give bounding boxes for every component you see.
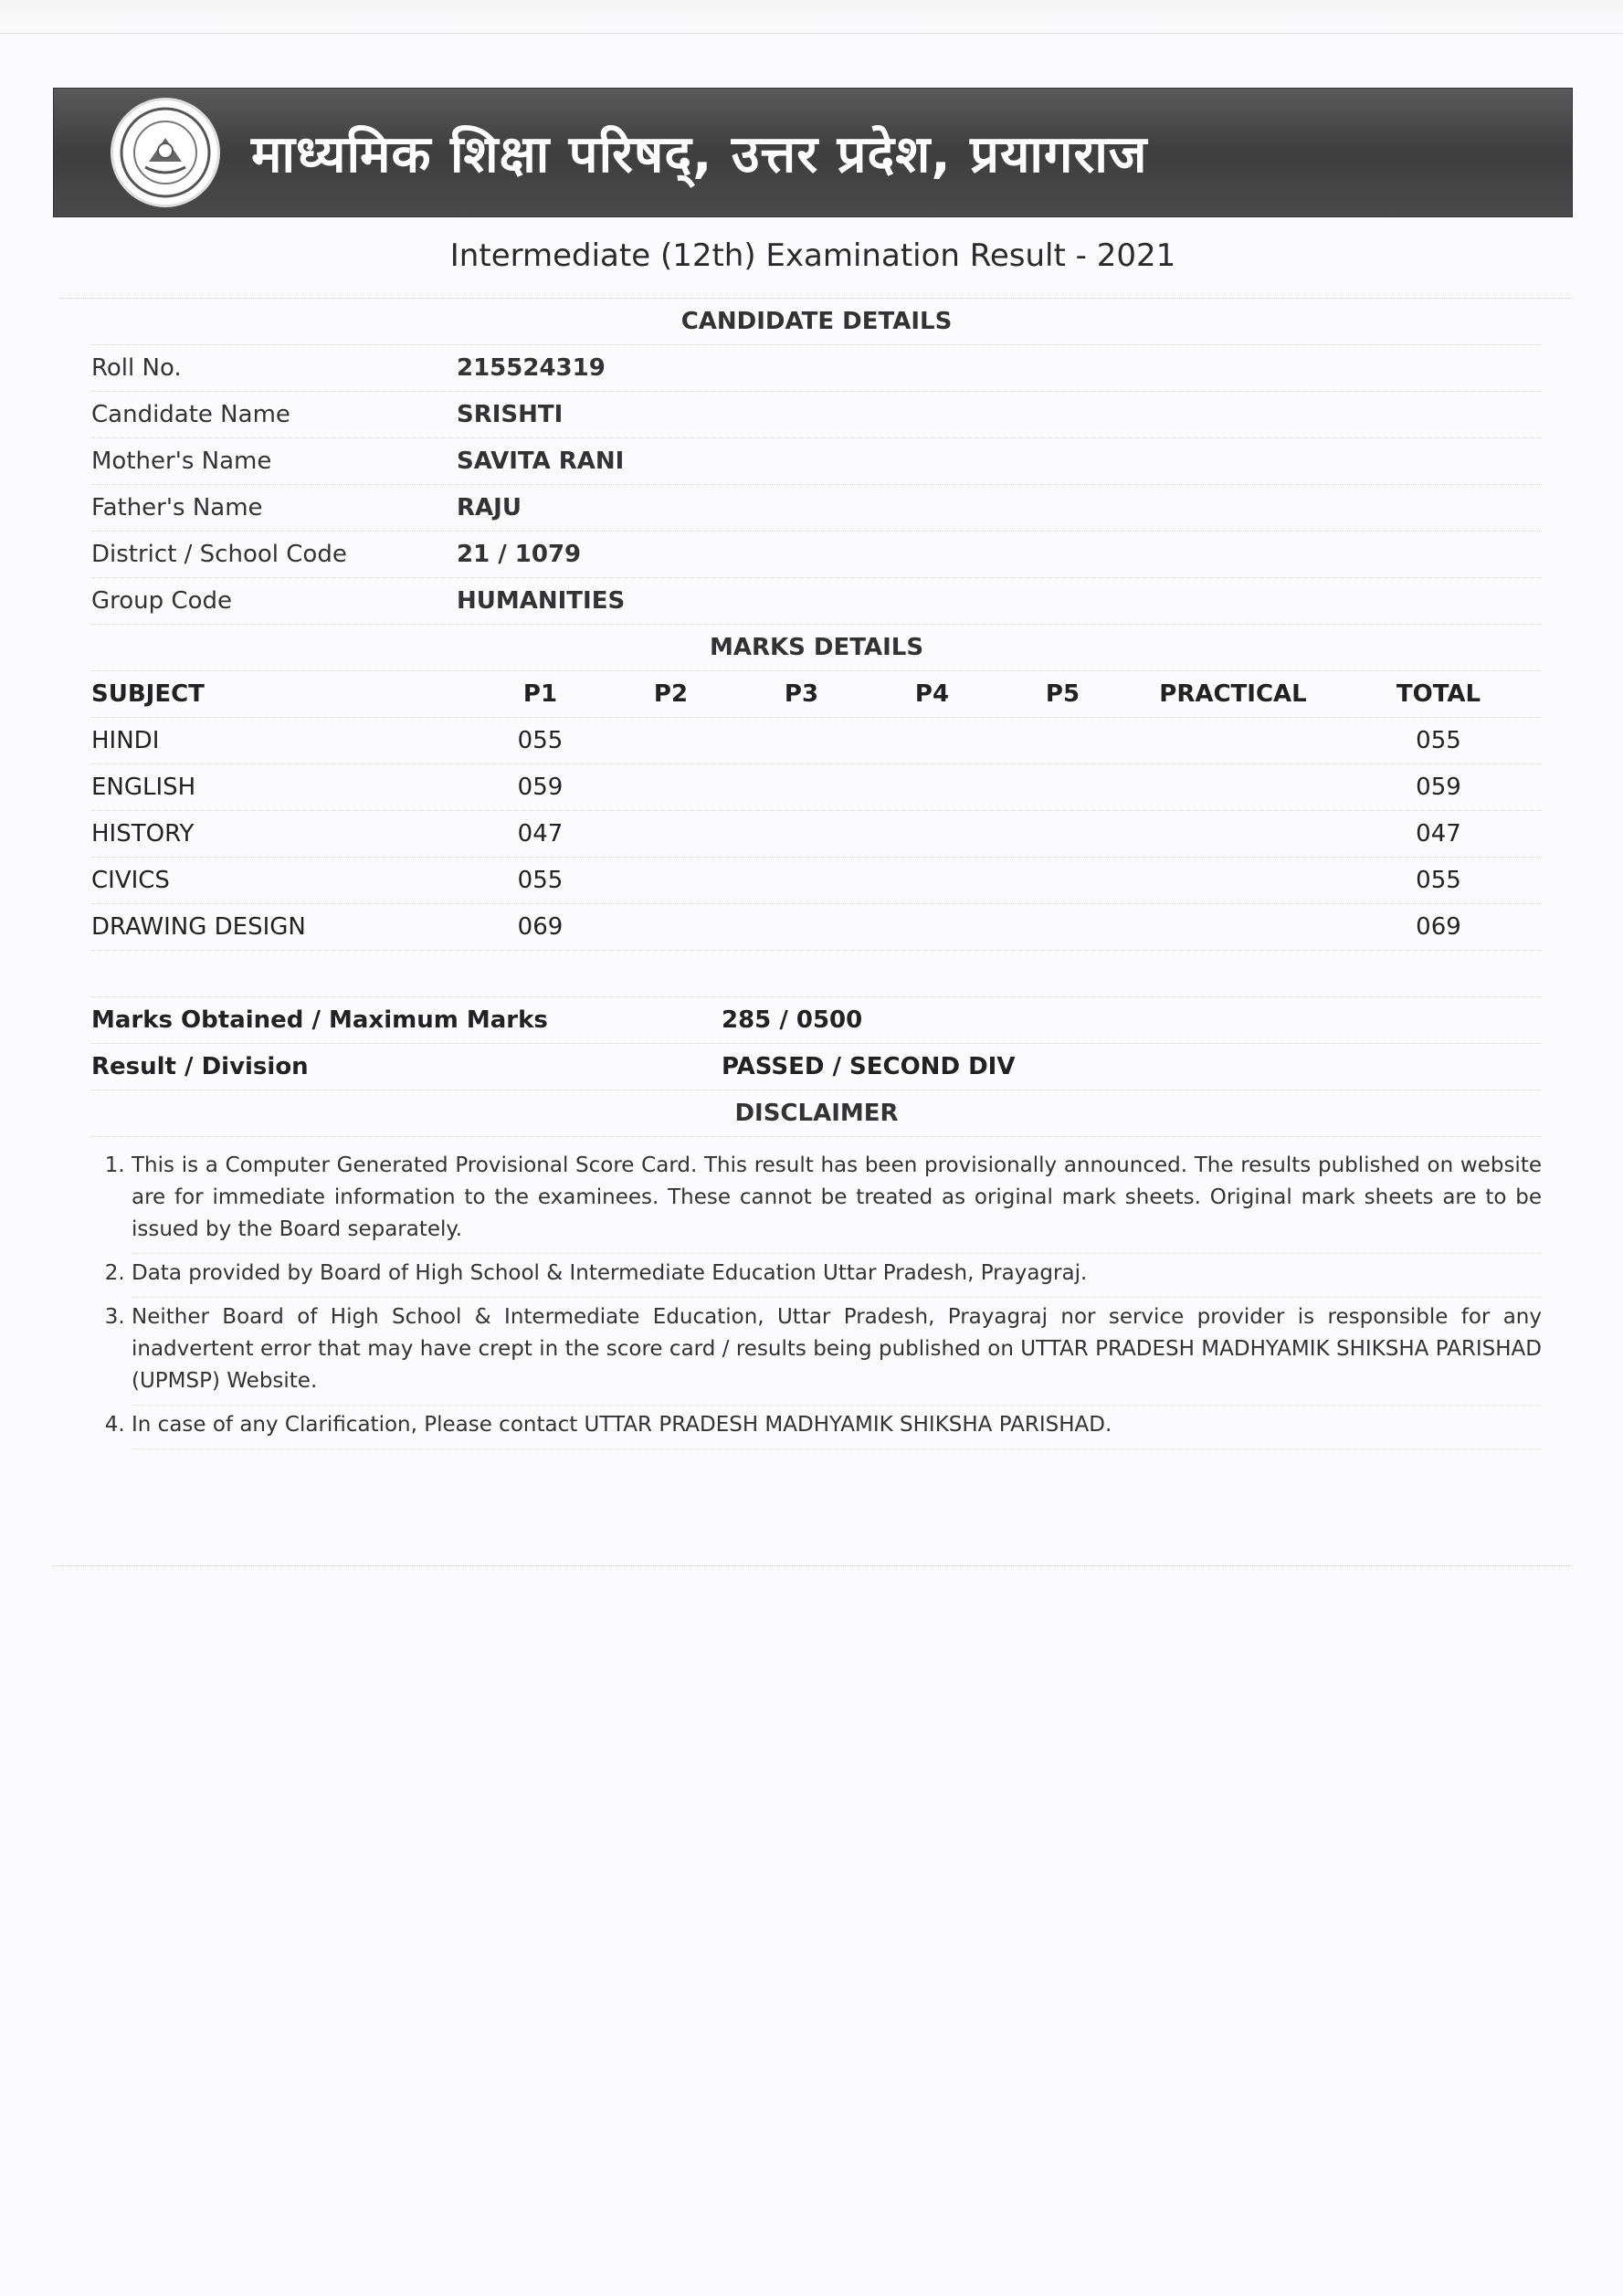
p1-cell: 055	[517, 727, 564, 754]
subject-cell: HISTORY	[91, 820, 195, 848]
total-cell: 069	[1416, 913, 1461, 941]
total-cell: 055	[1416, 727, 1461, 754]
scan-edge	[0, 0, 1623, 34]
candidate-field-row	[91, 578, 1542, 625]
table-row	[91, 904, 1542, 951]
p4-cell	[867, 718, 997, 764]
total-cell: 055	[1416, 867, 1461, 894]
field-value: 21 / 1079	[457, 541, 582, 568]
practical-cell	[1128, 904, 1338, 950]
subject-cell: ENGLISH	[91, 774, 196, 801]
list-item: 2. Data provided by Board of High School & Intermediate Education Uttar Pradesh, Prayagraj.	[132, 1254, 1542, 1298]
marks-header-row	[91, 671, 1542, 718]
p4-cell	[867, 904, 997, 950]
field-label: Father's Name	[91, 494, 263, 521]
disclaimer-list	[91, 1146, 1542, 1449]
p4-cell	[867, 858, 997, 903]
p4-cell	[867, 811, 997, 857]
candidate-field-row	[91, 532, 1542, 578]
practical-cell	[1128, 811, 1338, 857]
p5-cell	[997, 718, 1128, 764]
col-total: TOTAL	[1396, 680, 1481, 708]
table-row	[91, 718, 1542, 764]
table-row	[91, 858, 1542, 904]
practical-cell	[1128, 858, 1338, 903]
col-p5: P5	[1045, 680, 1080, 708]
p5-cell	[997, 904, 1128, 950]
field-value: 215524319	[457, 354, 606, 382]
field-value: SAVITA RANI	[457, 448, 625, 475]
p2-cell	[606, 764, 736, 810]
table-row	[91, 764, 1542, 811]
divider	[53, 1565, 1573, 1566]
total-cell: 047	[1416, 820, 1461, 848]
p5-cell	[997, 858, 1128, 903]
candidate-field-row	[91, 392, 1542, 438]
subject-cell: HINDI	[91, 727, 160, 754]
col-p1: P1	[522, 680, 558, 708]
p2-cell	[606, 904, 736, 950]
list-item: 3. Neither Board of High School & Intermediate Education, Uttar Pradesh, Prayagraj nor service provider is responsible for any inadvertent error that may have crept in the score card / results being published on UTTAR PRADESH MADHYAMIK SHIKSHA PARISHAD (UPMSP) Website.	[132, 1298, 1542, 1406]
p3-cell	[736, 764, 867, 810]
field-value: RAJU	[457, 494, 522, 521]
marks-obtained-value: 285 / 0500	[722, 1006, 863, 1034]
p2-cell	[606, 811, 736, 857]
practical-cell	[1128, 764, 1338, 810]
header-banner	[53, 88, 1573, 217]
col-p4: P4	[914, 680, 950, 708]
p2-cell	[606, 858, 736, 903]
disclaimer-heading: DISCLAIMER	[91, 1090, 1542, 1137]
p1-cell: 069	[517, 913, 564, 941]
p3-cell	[736, 718, 867, 764]
p3-cell	[736, 904, 867, 950]
candidate-field-row	[91, 345, 1542, 392]
candidate-field-row	[91, 485, 1542, 532]
table-row	[91, 811, 1542, 858]
list-item: 4. In case of any Clarification, Please contact UTTAR PRADESH MADHYAMIK SHIKSHA PARISHAD.	[132, 1406, 1542, 1449]
result-division-value: PASSED / SECOND DIV	[722, 1053, 1016, 1080]
field-label: Candidate Name	[91, 401, 290, 428]
list-item: 1. This is a Computer Generated Provisional Score Card. This result has been provisionally announced. The results published on website are for immediate information to the examinees. These cannot be treated as original mark sheets. Original mark sheets are to be issued by the Board separately.	[132, 1146, 1542, 1254]
result-content	[58, 298, 1573, 1449]
p4-cell	[867, 764, 997, 810]
total-cell: 059	[1416, 774, 1461, 801]
p3-cell	[736, 858, 867, 903]
marks-obtained-row	[91, 997, 1542, 1044]
candidate-details-heading: CANDIDATE DETAILS	[91, 299, 1542, 345]
col-p3: P3	[784, 680, 819, 708]
upmsp-seal-icon	[111, 98, 220, 207]
p1-cell: 059	[517, 774, 564, 801]
subject-cell: CIVICS	[91, 867, 170, 894]
result-division-row	[91, 1044, 1542, 1090]
p1-cell: 047	[517, 820, 564, 848]
board-title: माध्यमिक शिक्षा परिषद्, उत्तर प्रदेश, प्रयागराज	[251, 125, 1148, 184]
field-label: District / School Code	[91, 541, 347, 568]
field-label: Roll No.	[91, 354, 182, 382]
field-label: Mother's Name	[91, 448, 272, 475]
exam-title: Intermediate (12th) Examination Result - 2021	[449, 237, 1176, 274]
result-division-label: Result / Division	[91, 1053, 309, 1080]
candidate-field-row	[91, 438, 1542, 485]
marks-details-heading: MARKS DETAILS	[91, 625, 1542, 671]
result-sheet	[53, 88, 1573, 1449]
p3-cell	[736, 811, 867, 857]
field-value: SRISHTI	[457, 401, 564, 428]
field-value: HUMANITIES	[457, 587, 626, 615]
p1-cell: 055	[517, 867, 564, 894]
marks-obtained-label: Marks Obtained / Maximum Marks	[91, 1006, 548, 1034]
field-label: Group Code	[91, 587, 232, 615]
p5-cell	[997, 764, 1128, 810]
col-p2: P2	[653, 680, 689, 708]
col-subject: SUBJECT	[91, 680, 205, 708]
divider	[91, 951, 1542, 997]
subject-cell: DRAWING DESIGN	[91, 913, 306, 941]
col-practical: PRACTICAL	[1159, 680, 1307, 708]
practical-cell	[1128, 718, 1338, 764]
p5-cell	[997, 811, 1128, 857]
p2-cell	[606, 718, 736, 764]
